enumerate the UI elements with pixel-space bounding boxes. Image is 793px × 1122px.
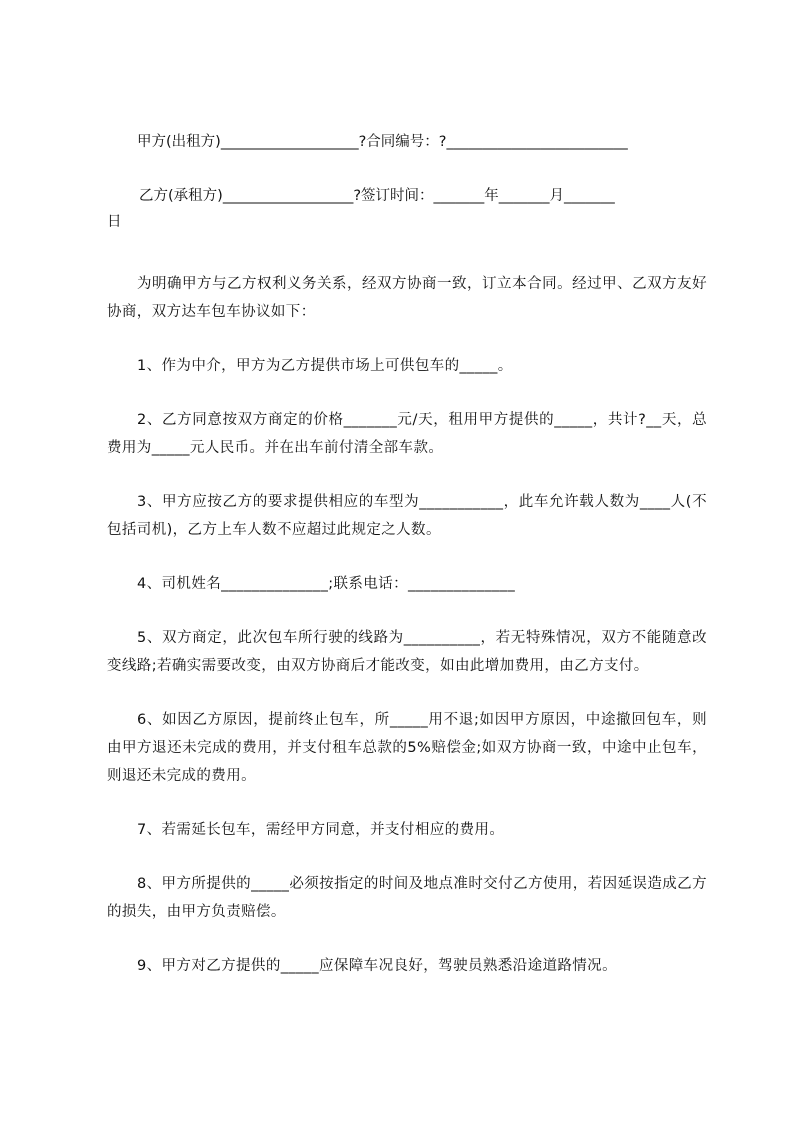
party-b-block (107, 182, 707, 236)
clause-1: 1、作为中介，甲方为乙方提供市场上可供包车的_____。 (137, 358, 513, 374)
intro-paragraph: 为明确甲方与乙方权利义务关系，经双方协商一致，订立本合同。经过甲、乙双方友好协商，双方达车包车协议如下： (107, 276, 707, 320)
clause-9: 9、甲方对乙方提供的_____应保障车况良好，驾驶员熟悉沿途道路情况。 (137, 958, 617, 974)
clause-7: 7、若需延长包车，需经甲方同意，并支付相应的费用。 (137, 822, 505, 838)
clause-4: 4、司机姓名______________;联系电话：______________ (137, 576, 516, 592)
clause-6: 6、如因乙方原因，提前终止包车，所_____用不退;如因甲方原因，中途撤回包车，则由甲方退还未完成的费用，并支付租车总款的5%赔偿金;如双方协商一致，中途中止包车，则退还未完成的费用。 (107, 712, 707, 784)
contract-body (107, 128, 707, 980)
party-b-day: 日 (107, 214, 122, 230)
clause-5: 5、双方商定，此次包车所行驶的线路为__________，若无特殊情况，双方不能随意改变线路;若确实需要改变，由双方协商后才能改变，如由此增加费用，由乙方支付。 (107, 630, 707, 674)
clause-8: 8、甲方所提供的_____必须按指定的时间及地点准时交付乙方使用，若因延误造成乙方的损失，由甲方负责赔偿。 (107, 876, 707, 920)
party-a-line: 甲方(出租方)___________________?合同编号：?_________________________ (137, 134, 628, 150)
party-b-line: 乙方(承租方)__________________?签订时间：_______年_______月_______ (139, 188, 615, 204)
clause-3: 3、甲方应按乙方的要求提供相应的车型为___________，此车允许载人数为____人(不包括司机)，乙方上车人数不应超过此规定之人数。 (107, 494, 707, 538)
clause-2: 2、乙方同意按双方商定的价格_______元/天，租用甲方提供的_____，共计?__天，总费用为_____元人民币。并在出车前付清全部车款。 (107, 412, 707, 456)
